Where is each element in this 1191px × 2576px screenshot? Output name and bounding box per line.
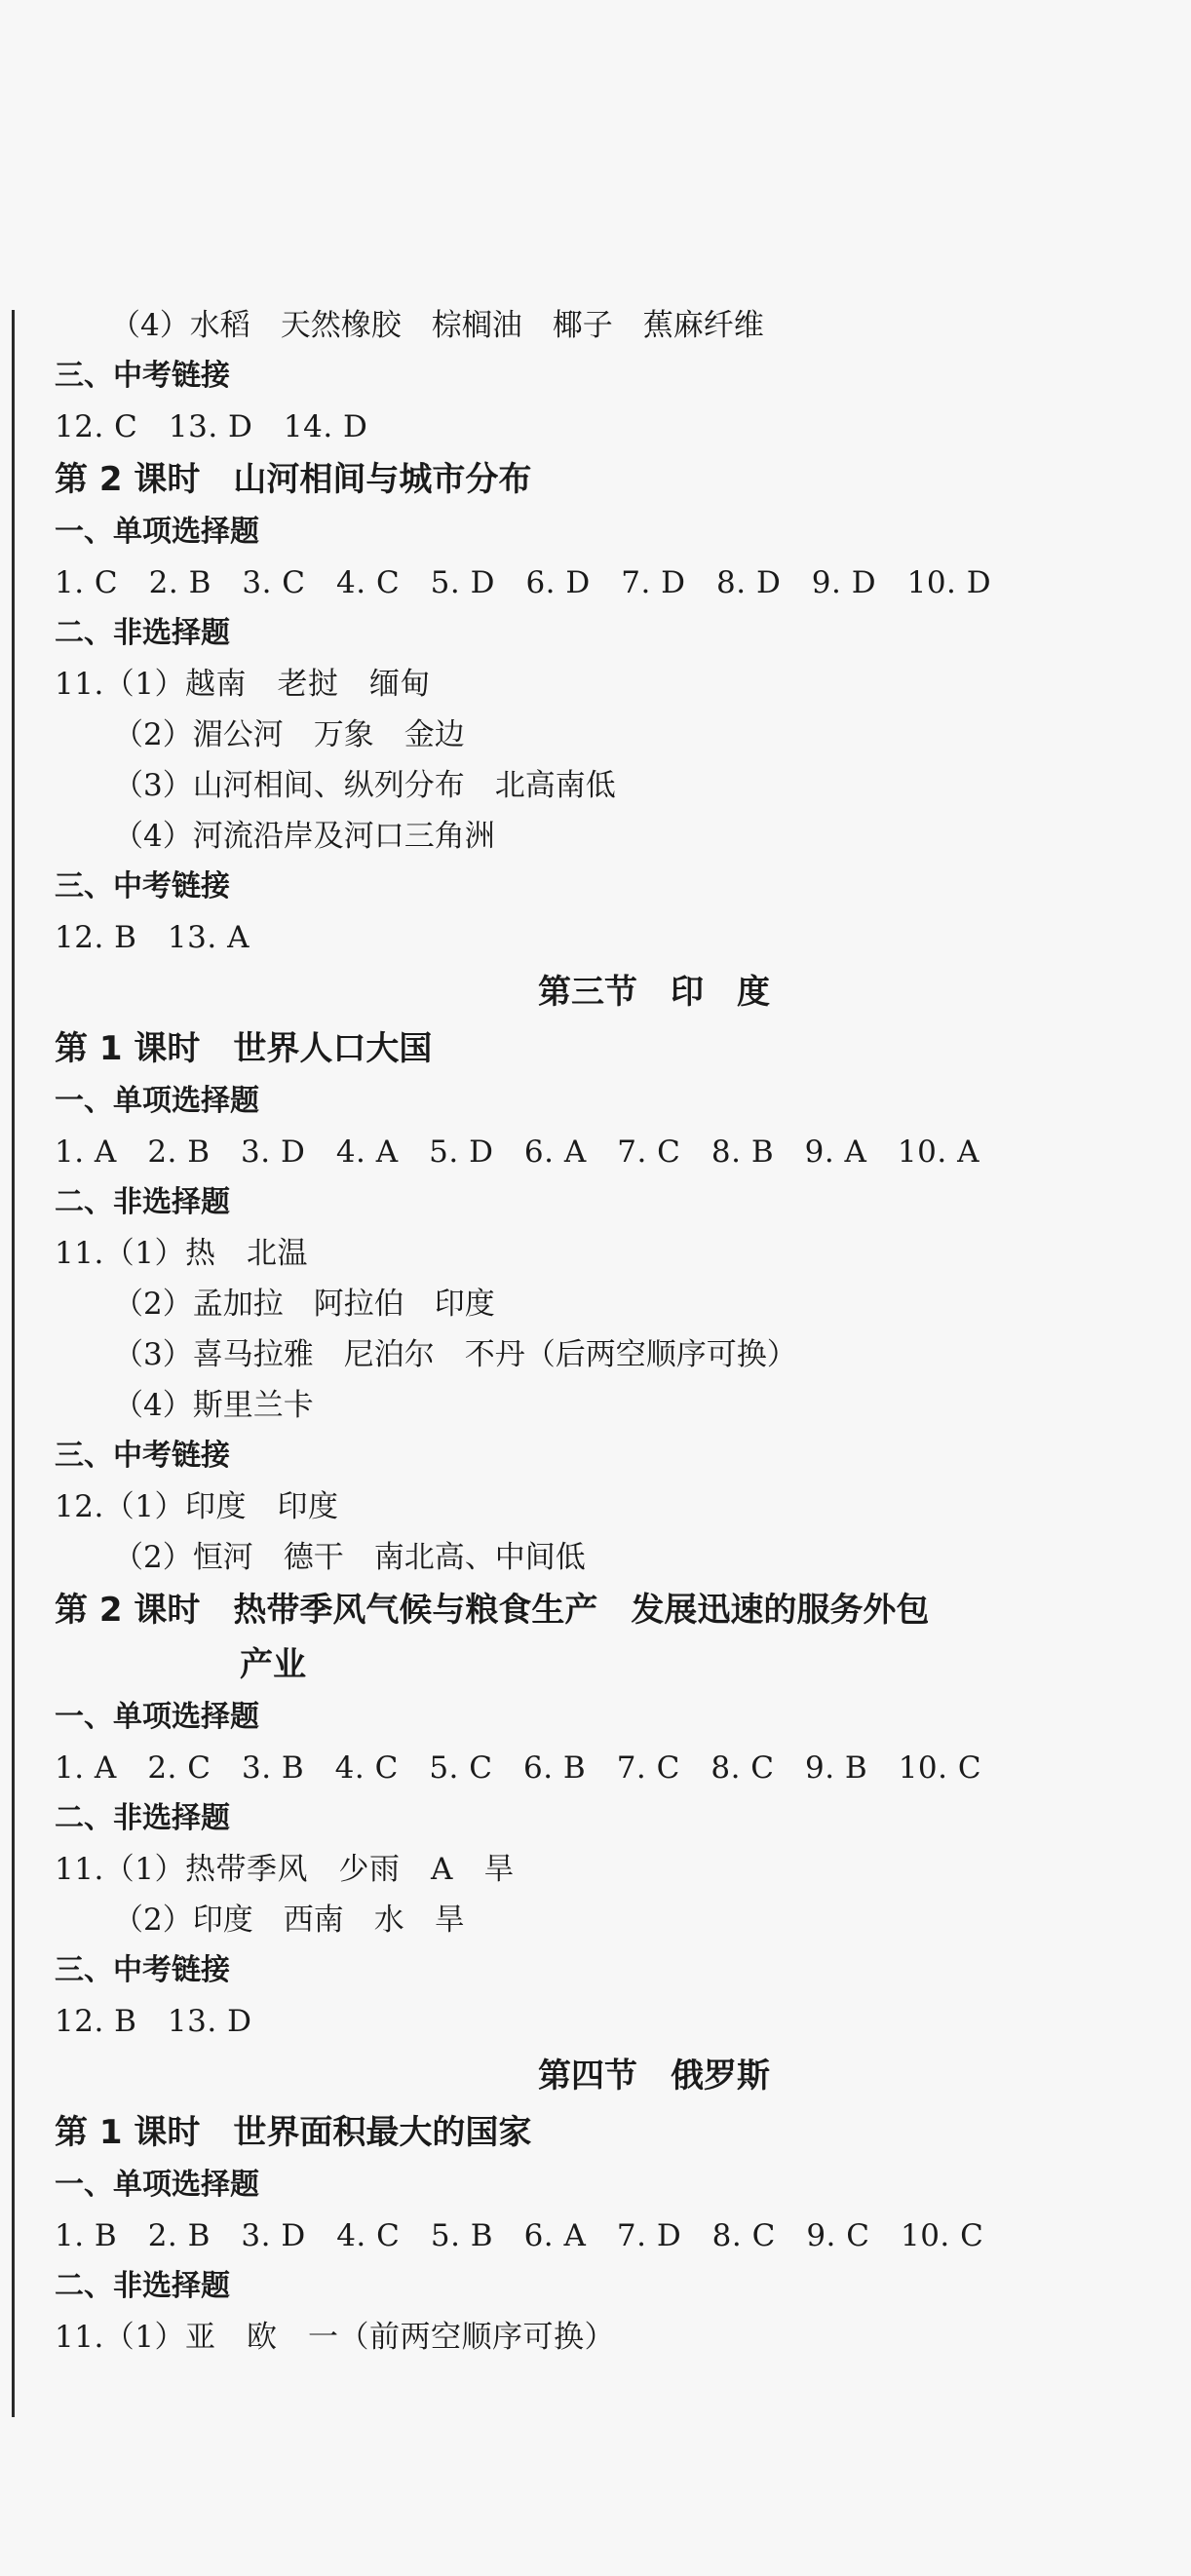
heading-single-choice: 一、单项选择题 — [55, 1700, 259, 1734]
answer-line-4: （4）水稻 天然橡胶 棕榈油 椰子 蕉麻纤维 — [110, 308, 764, 343]
heading-non-choice: 二、非选择题 — [55, 616, 230, 650]
margin-rule — [12, 310, 15, 2417]
lesson-title: 第 1 课时 世界人口大国 — [55, 1029, 433, 1068]
lesson-title: 第 2 课时 山河相间与城市分布 — [55, 460, 532, 499]
answer-row: 11.（1）亚 欧 一（前两空顺序可换） — [55, 2320, 616, 2355]
answer-row: 1. A 2. B 3. D 4. A 5. D 6. A 7. C 8. B 9. A 10. A — [55, 1134, 980, 1170]
answer-subitem: （4）河流沿岸及河口三角洲 — [113, 819, 495, 854]
lesson-title-continuation: 产业 — [240, 1645, 306, 1684]
answer-key-body — [55, 300, 1146, 2363]
answer-subitem: （2）孟加拉 阿拉伯 印度 — [113, 1287, 495, 1322]
heading-non-choice: 二、非选择题 — [55, 1185, 230, 1219]
heading-single-choice: 一、单项选择题 — [55, 515, 259, 549]
answer-row: 1. B 2. B 3. D 4. C 5. B 6. A 7. D 8. C 9. C 10. C — [55, 2218, 984, 2253]
section-title: 第三节 印 度 — [538, 973, 770, 1012]
heading-non-choice: 二、非选择题 — [55, 2269, 230, 2303]
heading-exam-link: 三、中考链接 — [55, 1953, 230, 1987]
lesson-title: 第 1 课时 世界面积最大的国家 — [55, 2113, 532, 2152]
answer-row: 12. B 13. D — [55, 2004, 252, 2039]
heading-exam-link: 三、中考链接 — [55, 1439, 230, 1473]
answer-subitem: （2）湄公河 万象 金边 — [113, 717, 465, 752]
answer-row: 1. C 2. B 3. C 4. C 5. D 6. D 7. D 8. D 9. D 10. D — [55, 565, 992, 600]
answer-row: 12. C 13. D 14. D — [55, 409, 368, 444]
heading-exam-link: 三、中考链接 — [55, 869, 230, 904]
heading-exam-link: 三、中考链接 — [55, 359, 230, 393]
answer-row: 12. B 13. A — [55, 920, 250, 955]
answer-subitem: （4）斯里兰卡 — [113, 1388, 314, 1423]
heading-single-choice: 一、单项选择题 — [55, 2168, 259, 2202]
heading-non-choice: 二、非选择题 — [55, 1801, 230, 1835]
answer-row: 11.（1）热带季风 少雨 A 旱 — [55, 1852, 515, 1887]
lesson-title: 第 2 课时 热带季风气候与粮食生产 发展迅速的服务外包 — [55, 1591, 930, 1630]
answer-row: 12.（1）印度 印度 — [55, 1489, 339, 1524]
section-title: 第四节 俄罗斯 — [538, 2057, 770, 2095]
heading-single-choice: 一、单项选择题 — [55, 1084, 259, 1118]
answer-subitem: （3）山河相间、纵列分布 北高南低 — [113, 768, 616, 803]
answer-subitem: （3）喜马拉雅 尼泊尔 不丹（后两空顺序可换） — [113, 1337, 797, 1372]
answer-subitem: （2）恒河 德干 南北高、中间低 — [113, 1540, 586, 1575]
answer-row: 11.（1）热 北温 — [55, 1236, 309, 1271]
answer-subitem: （2）印度 西南 水 旱 — [113, 1903, 465, 1938]
answer-row: 1. A 2. C 3. B 4. C 5. C 6. B 7. C 8. C 9. B 10. C — [55, 1750, 982, 1786]
answer-row: 11.（1）越南 老挝 缅甸 — [55, 667, 432, 702]
